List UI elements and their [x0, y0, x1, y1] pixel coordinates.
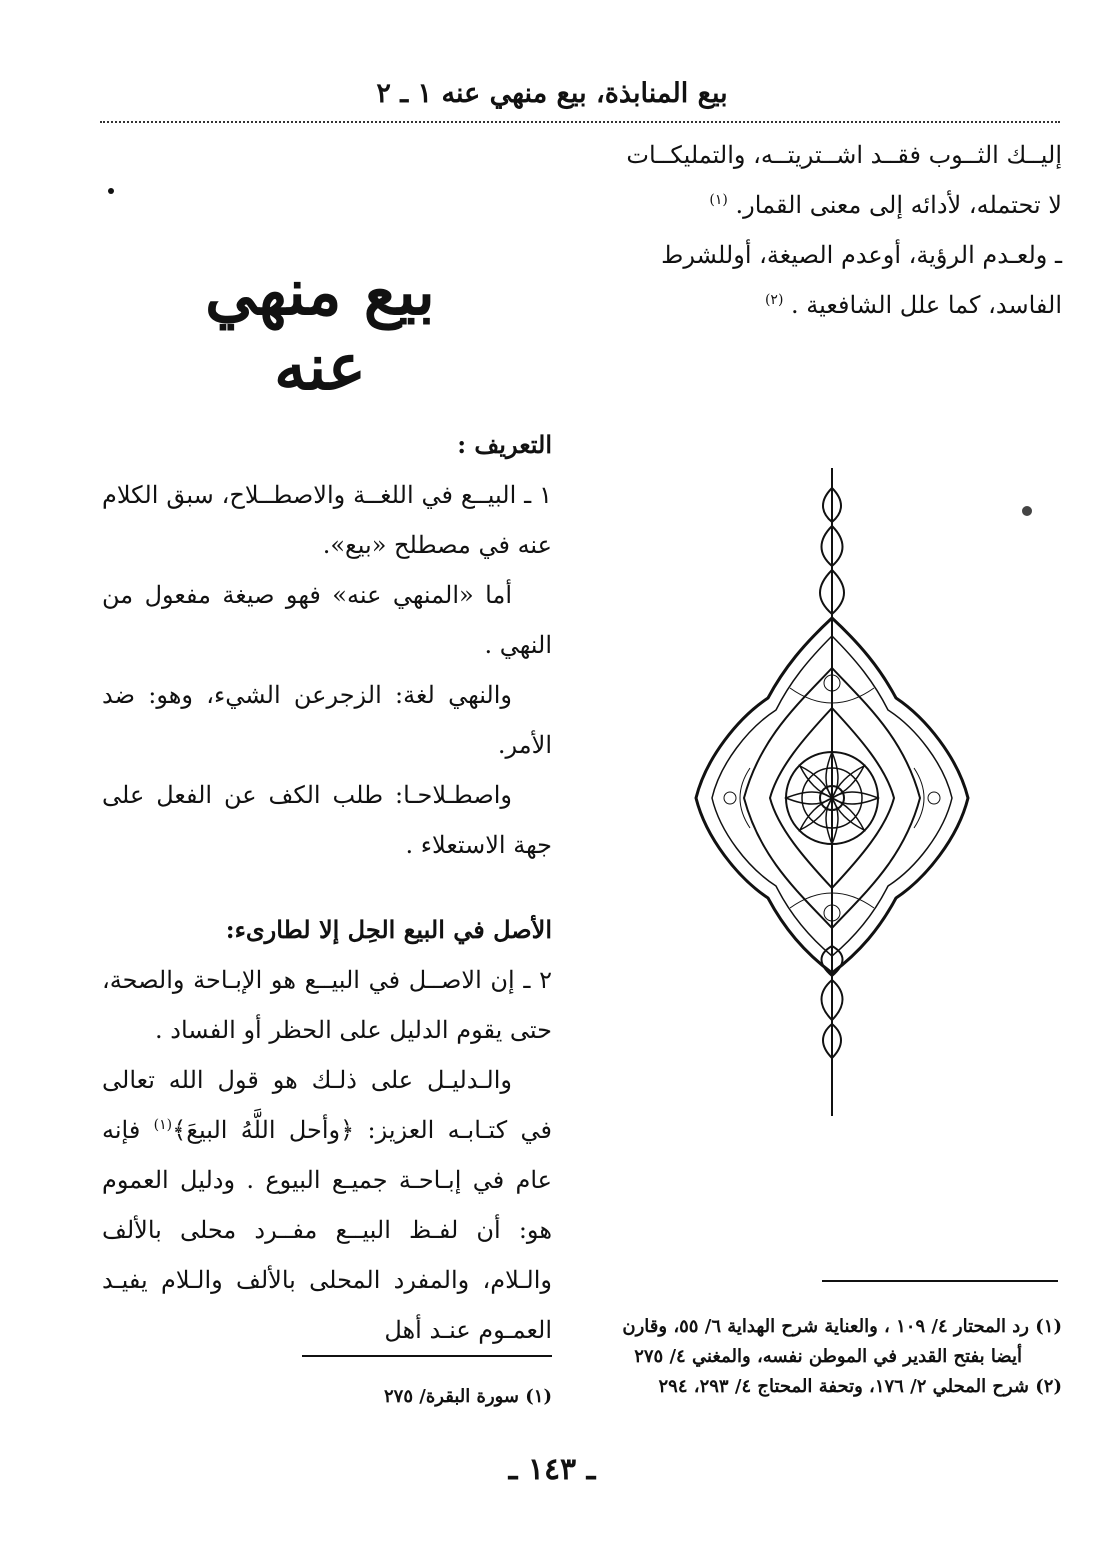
footnote-left: (١) سورة البقرة/ ٢٧٥	[384, 1386, 552, 1407]
footnotes-right	[600, 1312, 1062, 1402]
definition-paragraph-3: والنهي لغة: الزجرعن الشيء، وهو: ضد الأمر.	[102, 681, 552, 759]
footnote-ref: (١)	[709, 192, 728, 208]
origin-paragraph-1: ٢ ـ إن الاصــل في البيــع هو الإبـاحة والصحة، حتى يقوم الدليل على الحظر أو الفساد .	[102, 966, 552, 1044]
left-column-text	[102, 420, 552, 1355]
page-number: ـ ١٤٣ ـ	[508, 1452, 596, 1487]
right-line-3: ـ ولعـدم الرؤية، أوعدم الصيغة، أوللشرط	[661, 241, 1062, 269]
section-title: بيع منهي عنه	[205, 255, 435, 405]
arabesque-ornament-icon	[690, 468, 974, 1116]
origin-paragraph-2: والـدليـل على ذلـك هو قول الله تعالى في كتـابـه العزيز: ﴿وأحل اللَّهُ البيعَ﴾$^{(١)}$ فإنه عام في إبـاحـة جميـع البيوع . ودليل العموم هو: أن لفـظ البيــع مفــرد محلى بالألف والـلام، والمفرد المحلى بالألف والـلام يفيـد العمـوم عنـد أهل	[102, 1066, 552, 1344]
definition-paragraph-4: واصطـلاحـا: طلب الكف عن الفعل على جهة الاستعلاء .	[102, 781, 552, 859]
definition-paragraph-1: ١ ـ البيــع في اللغــة والاصطــلاح، سبق الكلام عنه في مصطلح «بيع».	[102, 481, 552, 559]
footnote-1-right: (١) رد المحتار ٤/ ١٠٩ ، والعناية شرح الهداية ٦/ ٥٥، وقارن	[622, 1316, 1062, 1337]
ink-speck	[1022, 506, 1032, 516]
right-line-4: الفاسد، كما علل الشافعية . $^{(٢)}$	[764, 291, 1062, 319]
origin-heading: الأصل في البيع الحِل إلا لطارىء:	[225, 915, 552, 944]
footnote-divider-right	[822, 1280, 1058, 1282]
definition-paragraph-2: أما «المنهي عنه» فهو صيغة مفعول من النهي .	[102, 581, 552, 659]
footnote-ref: (١)	[153, 1117, 173, 1133]
header-divider	[100, 121, 1060, 123]
right-line-1: إليــك الثــوب فقــد اشــتريتــه، والتمليكــات	[626, 141, 1062, 169]
decorative-dot	[108, 188, 114, 194]
footnote-2-right: (٢) شرح المحلي ٢/ ١٧٦، وتحفة المحتاج ٤/ ٢٩٣، ٢٩٤	[658, 1376, 1062, 1397]
running-header: بيع المنابذة، بيع منهي عنه ١ ـ ٢	[376, 78, 728, 109]
right-column-text	[612, 130, 1062, 330]
footnote-ref: (٢)	[764, 292, 784, 308]
right-line-2: لا تحتمله، لأدائه إلى معنى القمار. $^{(١)}$	[709, 191, 1062, 219]
spacer	[102, 870, 552, 905]
footnote-divider-left	[302, 1355, 552, 1357]
footnote-1-right-continued: أيضا بفتح القدير في الموطن نفسه، والمغني ٤/ ٢٧٥	[634, 1346, 1022, 1367]
definition-heading: التعريف :	[457, 430, 552, 459]
